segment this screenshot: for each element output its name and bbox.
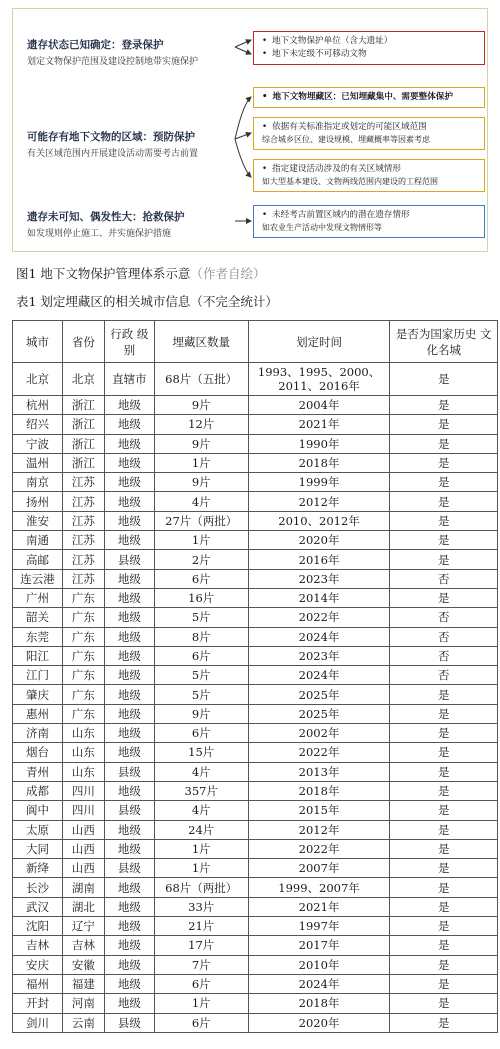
cell-historic-city: 否 (390, 666, 498, 685)
cell-designation-time: 1999、2007年 (248, 878, 390, 897)
cell-area-count: 6片 (154, 1013, 248, 1032)
cell-province: 河南 (62, 994, 104, 1013)
cell-historic-city: 是 (390, 685, 498, 704)
cell-admin-level: 地级 (104, 994, 154, 1013)
cell-city: 大同 (13, 839, 63, 858)
cell-admin-level: 地级 (104, 434, 154, 453)
cell-area-count: 4片 (154, 762, 248, 781)
cell-area-count: 9片 (154, 704, 248, 723)
cell-designation-time: 2022年 (248, 608, 390, 627)
table-row (13, 955, 498, 974)
table-row (13, 743, 498, 762)
cell-admin-level: 县级 (104, 801, 154, 820)
table-row (13, 704, 498, 723)
cell-admin-level: 地级 (104, 569, 154, 588)
cell-area-count: 1片 (154, 453, 248, 472)
cell-designation-time: 2022年 (248, 839, 390, 858)
cell-designation-time: 2007年 (248, 859, 390, 878)
table-row (13, 685, 498, 704)
cell-admin-level: 地级 (104, 839, 154, 858)
cell-historic-city: 是 (390, 994, 498, 1013)
cell-city: 烟台 (13, 743, 63, 762)
cell-city: 惠州 (13, 704, 63, 723)
figure-caption-main: 图1 地下文物保护管理体系示意 (16, 266, 191, 281)
cell-designation-time: 2024年 (248, 627, 390, 646)
header-historic-city: 是否为国家历史 文化名城 (390, 321, 498, 363)
cell-historic-city: 是 (390, 363, 498, 396)
cell-city: 广州 (13, 588, 63, 607)
header-city: 城市 (13, 321, 63, 363)
cell-designation-time: 2010年 (248, 955, 390, 974)
table-row (13, 492, 498, 511)
cell-area-count: 9片 (154, 434, 248, 453)
cell-area-count: 17片 (154, 936, 248, 955)
box-line: • 地下文物埋藏区：已知埋藏集中、需要整体保护 (262, 91, 478, 104)
cell-admin-level: 地级 (104, 743, 154, 762)
cell-city: 新绛 (13, 859, 63, 878)
cell-admin-level: 地级 (104, 453, 154, 472)
table-row (13, 936, 498, 955)
box-line: • 指定建设活动涉及的有关区域情形 (262, 163, 478, 176)
cell-city: 江门 (13, 666, 63, 685)
cell-area-count: 8片 (154, 627, 248, 646)
cell-admin-level: 地级 (104, 897, 154, 916)
box-note: 综合城乡区位、建设规模、埋藏概率等因素考虑 (262, 135, 430, 144)
table-row (13, 511, 498, 530)
cell-province: 广东 (62, 685, 104, 704)
cell-designation-time: 1990年 (248, 434, 390, 453)
cell-area-count: 9片 (154, 473, 248, 492)
box-line: • 依据有关标准指定或划定的可能区域范围 (262, 121, 478, 134)
cell-designation-time: 2014年 (248, 588, 390, 607)
cell-city: 阳江 (13, 646, 63, 665)
row-subtitle: 划定文物保护范围及建设控制地带实施保护 (27, 57, 199, 67)
cell-admin-level: 地级 (104, 820, 154, 839)
table-row (13, 859, 498, 878)
cell-designation-time: 2010、2012年 (248, 511, 390, 530)
cell-province: 福建 (62, 974, 104, 993)
cell-city: 安庆 (13, 955, 63, 974)
cell-area-count: 1片 (154, 994, 248, 1013)
cell-admin-level: 地级 (104, 627, 154, 646)
cell-province: 广东 (62, 588, 104, 607)
cell-designation-time: 2015年 (248, 801, 390, 820)
cell-designation-time: 2025年 (248, 704, 390, 723)
table-row (13, 781, 498, 800)
cell-historic-city: 是 (390, 917, 498, 936)
cell-province: 山西 (62, 859, 104, 878)
cell-province: 江苏 (62, 550, 104, 569)
buried-area-city-table (12, 320, 498, 1033)
cell-city: 连云港 (13, 569, 63, 588)
table-row (13, 434, 498, 453)
cell-admin-level: 地级 (104, 974, 154, 993)
table-row (13, 724, 498, 743)
table-row (13, 878, 498, 897)
cell-city: 济南 (13, 724, 63, 743)
cell-province: 安徽 (62, 955, 104, 974)
table-row (13, 994, 498, 1013)
cell-historic-city: 是 (390, 396, 498, 415)
cell-historic-city: 是 (390, 434, 498, 453)
cell-historic-city: 是 (390, 839, 498, 858)
cell-admin-level: 县级 (104, 1013, 154, 1032)
table-row (13, 801, 498, 820)
cell-designation-time: 1993、1995、2000、 2011、2016年 (248, 363, 390, 396)
cell-historic-city: 是 (390, 473, 498, 492)
cell-city: 北京 (13, 363, 63, 396)
cell-admin-level: 地级 (104, 492, 154, 511)
cell-designation-time: 2004年 (248, 396, 390, 415)
cell-city: 太原 (13, 820, 63, 839)
cell-historic-city: 是 (390, 511, 498, 530)
row-title: 遗存未可知、偶发性大：抢救保护 (27, 211, 185, 223)
cell-province: 广东 (62, 608, 104, 627)
row-possible-area (27, 129, 198, 159)
cell-area-count: 27片（两批） (154, 511, 248, 530)
cell-designation-time: 2023年 (248, 569, 390, 588)
cell-historic-city: 是 (390, 801, 498, 820)
box-line: • 地下文物保护单位（含大遗址） (262, 35, 478, 48)
cell-admin-level: 地级 (104, 511, 154, 530)
cell-admin-level: 县级 (104, 859, 154, 878)
cell-area-count: 2片 (154, 550, 248, 569)
cell-historic-city: 是 (390, 878, 498, 897)
header-designation-time: 划定时间 (248, 321, 390, 363)
cell-designation-time: 2002年 (248, 724, 390, 743)
cell-historic-city: 否 (390, 608, 498, 627)
cell-area-count: 6片 (154, 646, 248, 665)
cell-admin-level: 地级 (104, 531, 154, 550)
cell-area-count: 5片 (154, 608, 248, 627)
cell-city: 福州 (13, 974, 63, 993)
cell-area-count: 12片 (154, 415, 248, 434)
cell-area-count: 357片 (154, 781, 248, 800)
cell-designation-time: 2024年 (248, 974, 390, 993)
cell-city: 成都 (13, 781, 63, 800)
cell-province: 浙江 (62, 453, 104, 472)
cell-designation-time: 2013年 (248, 762, 390, 781)
cell-historic-city: 否 (390, 646, 498, 665)
row-title: 遗存状态已知确定：登录保护 (27, 39, 164, 51)
cell-designation-time: 2021年 (248, 897, 390, 916)
cell-historic-city: 是 (390, 762, 498, 781)
box-note: 如大型基本建设、文物两线范围内建设的工程范围 (262, 177, 438, 186)
cell-area-count: 16片 (154, 588, 248, 607)
table-row (13, 666, 498, 685)
cell-admin-level: 直辖市 (104, 363, 154, 396)
box-line: • 未经考古前置区域内的潜在遗存情形 (262, 209, 478, 222)
cell-area-count: 1片 (154, 531, 248, 550)
table-row (13, 550, 498, 569)
cell-designation-time: 2025年 (248, 685, 390, 704)
cell-province: 广东 (62, 627, 104, 646)
cell-province: 江苏 (62, 569, 104, 588)
cell-city: 沈阳 (13, 917, 63, 936)
cell-admin-level: 地级 (104, 396, 154, 415)
cell-city: 吉林 (13, 936, 63, 955)
cell-province: 北京 (62, 363, 104, 396)
cell-area-count: 15片 (154, 743, 248, 762)
cell-area-count: 6片 (154, 569, 248, 588)
row-subtitle: 如发现则停止施工、并实施保护措施 (27, 229, 172, 239)
cell-city: 南京 (13, 473, 63, 492)
cell-historic-city: 是 (390, 550, 498, 569)
cell-area-count: 1片 (154, 839, 248, 858)
cell-designation-time: 2018年 (248, 781, 390, 800)
cell-historic-city: 是 (390, 897, 498, 916)
management-system-diagram (12, 8, 488, 252)
cell-historic-city: 是 (390, 781, 498, 800)
cell-area-count: 5片 (154, 666, 248, 685)
table-row (13, 839, 498, 858)
box-designated-area (253, 117, 485, 150)
cell-area-count: 68片（两批） (154, 878, 248, 897)
cell-historic-city: 是 (390, 492, 498, 511)
cell-historic-city: 是 (390, 974, 498, 993)
cell-historic-city: 是 (390, 531, 498, 550)
cell-area-count: 4片 (154, 801, 248, 820)
cell-province: 江苏 (62, 531, 104, 550)
cell-admin-level: 地级 (104, 685, 154, 704)
table-row (13, 453, 498, 472)
box-construction-area (253, 159, 485, 192)
cell-province: 广东 (62, 666, 104, 685)
cell-province: 浙江 (62, 396, 104, 415)
cell-province: 四川 (62, 781, 104, 800)
table-header-row (13, 321, 498, 363)
figure-caption-author: （作者自绘） (190, 266, 266, 281)
cell-admin-level: 地级 (104, 724, 154, 743)
cell-province: 山西 (62, 839, 104, 858)
cell-province: 江苏 (62, 473, 104, 492)
cell-province: 云南 (62, 1013, 104, 1032)
box-buried-area (253, 87, 485, 108)
cell-admin-level: 地级 (104, 917, 154, 936)
cell-designation-time: 2016年 (248, 550, 390, 569)
cell-historic-city: 是 (390, 859, 498, 878)
cell-historic-city: 是 (390, 936, 498, 955)
cell-city: 阆中 (13, 801, 63, 820)
cell-area-count: 4片 (154, 492, 248, 511)
cell-area-count: 7片 (154, 955, 248, 974)
cell-admin-level: 地级 (104, 781, 154, 800)
cell-city: 东莞 (13, 627, 63, 646)
cell-area-count: 9片 (154, 396, 248, 415)
cell-city: 淮安 (13, 511, 63, 530)
cell-designation-time: 2021年 (248, 415, 390, 434)
cell-area-count: 33片 (154, 897, 248, 916)
cell-city: 开封 (13, 994, 63, 1013)
cell-admin-level: 地级 (104, 666, 154, 685)
table-caption: 表1 划定埋藏区的相关城市信息（不完全统计） (16, 294, 278, 309)
table-row (13, 608, 498, 627)
box-rescue-protection (253, 205, 485, 238)
header-area-count: 埋藏区数量 (154, 321, 248, 363)
cell-historic-city: 是 (390, 453, 498, 472)
cell-admin-level: 地级 (104, 473, 154, 492)
cell-province: 辽宁 (62, 917, 104, 936)
cell-designation-time: 2012年 (248, 492, 390, 511)
cell-designation-time: 2012年 (248, 820, 390, 839)
cell-province: 广东 (62, 704, 104, 723)
row-title: 可能存有地下文物的区域：预防保护 (27, 131, 195, 143)
cell-province: 山西 (62, 820, 104, 839)
table-body (13, 363, 498, 1033)
cell-city: 高邮 (13, 550, 63, 569)
header-province: 省份 (62, 321, 104, 363)
cell-admin-level: 地级 (104, 415, 154, 434)
cell-designation-time: 2020年 (248, 531, 390, 550)
cell-city: 绍兴 (13, 415, 63, 434)
cell-city: 青州 (13, 762, 63, 781)
cell-designation-time: 2023年 (248, 646, 390, 665)
cell-city: 肇庆 (13, 685, 63, 704)
table-row (13, 646, 498, 665)
cell-province: 浙江 (62, 434, 104, 453)
cell-designation-time: 1997年 (248, 917, 390, 936)
cell-area-count: 24片 (154, 820, 248, 839)
box-registered-protection (253, 31, 485, 65)
cell-city: 宁波 (13, 434, 63, 453)
cell-province: 湖南 (62, 878, 104, 897)
table-row (13, 473, 498, 492)
cell-province: 浙江 (62, 415, 104, 434)
cell-province: 湖北 (62, 897, 104, 916)
cell-city: 长沙 (13, 878, 63, 897)
cell-designation-time: 2022年 (248, 743, 390, 762)
table-row (13, 531, 498, 550)
cell-province: 山东 (62, 724, 104, 743)
cell-province: 广东 (62, 646, 104, 665)
cell-admin-level: 地级 (104, 608, 154, 627)
row-unknown-status (27, 209, 185, 239)
cell-historic-city: 是 (390, 724, 498, 743)
cell-area-count: 6片 (154, 724, 248, 743)
cell-historic-city: 是 (390, 588, 498, 607)
box-line: • 地下未定级不可移动文物 (262, 48, 478, 61)
cell-designation-time: 2018年 (248, 994, 390, 1013)
cell-province: 山东 (62, 743, 104, 762)
table-row (13, 974, 498, 993)
cell-area-count: 68片（五批） (154, 363, 248, 396)
cell-province: 四川 (62, 801, 104, 820)
cell-historic-city: 是 (390, 820, 498, 839)
cell-admin-level: 地级 (104, 878, 154, 897)
cell-city: 武汉 (13, 897, 63, 916)
cell-admin-level: 地级 (104, 936, 154, 955)
cell-city: 南通 (13, 531, 63, 550)
cell-admin-level: 地级 (104, 588, 154, 607)
cell-city: 扬州 (13, 492, 63, 511)
cell-area-count: 1片 (154, 859, 248, 878)
cell-admin-level: 县级 (104, 762, 154, 781)
figure-caption (16, 264, 265, 282)
cell-city: 温州 (13, 453, 63, 472)
table-row (13, 588, 498, 607)
cell-area-count: 6片 (154, 974, 248, 993)
cell-historic-city: 否 (390, 627, 498, 646)
table-row (13, 569, 498, 588)
box-note: 如农业生产活动中发现文物情形等 (262, 223, 382, 232)
row-known-status (27, 37, 198, 67)
cell-area-count: 21片 (154, 917, 248, 936)
table-row (13, 820, 498, 839)
cell-designation-time: 2018年 (248, 453, 390, 472)
cell-province: 吉林 (62, 936, 104, 955)
cell-admin-level: 地级 (104, 955, 154, 974)
table-row (13, 627, 498, 646)
table-row (13, 363, 498, 396)
cell-historic-city: 是 (390, 1013, 498, 1032)
table-row (13, 917, 498, 936)
cell-province: 山东 (62, 762, 104, 781)
cell-city: 杭州 (13, 396, 63, 415)
table-row (13, 1013, 498, 1032)
cell-historic-city: 是 (390, 743, 498, 762)
cell-historic-city: 否 (390, 569, 498, 588)
cell-city: 剑川 (13, 1013, 63, 1032)
table-row (13, 897, 498, 916)
cell-admin-level: 地级 (104, 646, 154, 665)
cell-designation-time: 2020年 (248, 1013, 390, 1032)
cell-designation-time: 2017年 (248, 936, 390, 955)
cell-city: 韶关 (13, 608, 63, 627)
header-admin-level: 行政 级别 (104, 321, 154, 363)
cell-designation-time: 2024年 (248, 666, 390, 685)
row-subtitle: 有关区域范围内开展建设活动需要考古前置 (27, 149, 199, 159)
table-row (13, 415, 498, 434)
cell-historic-city: 是 (390, 955, 498, 974)
table-row (13, 396, 498, 415)
cell-province: 江苏 (62, 511, 104, 530)
cell-admin-level: 地级 (104, 704, 154, 723)
cell-designation-time: 1999年 (248, 473, 390, 492)
cell-historic-city: 是 (390, 415, 498, 434)
cell-area-count: 5片 (154, 685, 248, 704)
table-row (13, 762, 498, 781)
cell-admin-level: 县级 (104, 550, 154, 569)
cell-province: 江苏 (62, 492, 104, 511)
cell-historic-city: 是 (390, 704, 498, 723)
